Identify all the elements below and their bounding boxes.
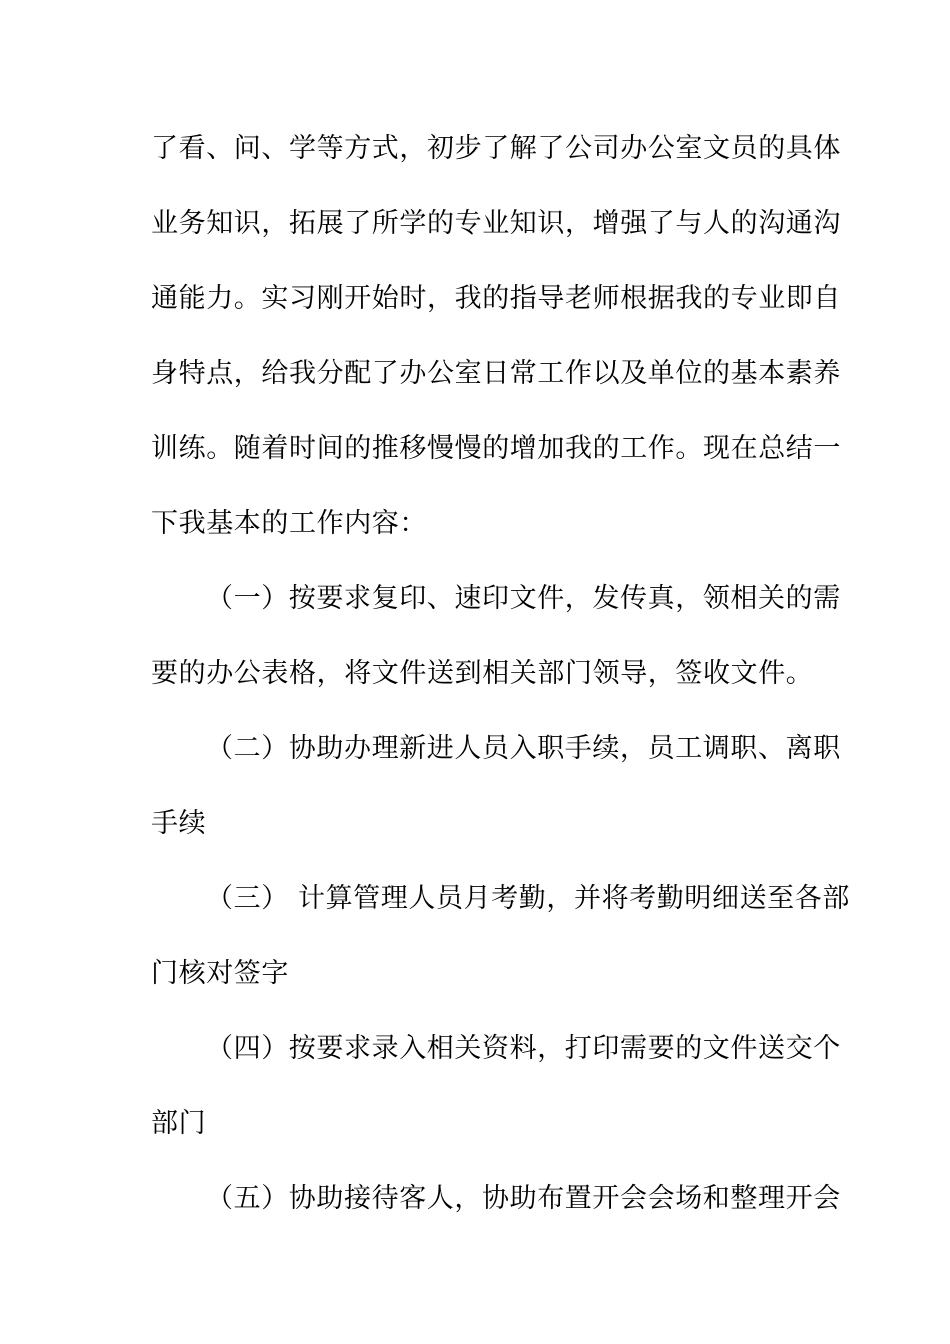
text-line-4: 身特点，给我分配了办公室日常工作以及单位的基本素养	[151, 358, 841, 389]
list-item-1-line-2: 要的办公表格，将文件送到相关部门领导，签收文件。	[151, 658, 814, 689]
list-item-5-line-1: （五）协助接待客人，协助布置开会会场和整理开会	[206, 1183, 841, 1214]
list-item-3-line-2: 门核对签字	[151, 958, 289, 989]
list-item-2-line-2: 手续	[151, 808, 207, 839]
text-line-5: 训练。随着时间的推移慢慢的增加我的工作。现在总结一	[151, 433, 841, 464]
list-item-2-line-1: （二）协助办理新进人员入职手续，员工调职、离职	[206, 733, 841, 764]
list-item-4-line-2: 部门	[151, 1108, 207, 1139]
list-item-3-line-1: （三） 计算管理人员月考勤，并将考勤明细送至各部	[206, 883, 850, 914]
text-line-3: 通能力。实习刚开始时，我的指导老师根据我的专业即自	[151, 283, 841, 314]
text-line-1: 了看、问、学等方式，初步了解了公司办公室文员的具体	[151, 133, 841, 164]
list-item-4-line-1: （四）按要求录入相关资料，打印需要的文件送交个	[206, 1033, 841, 1064]
list-item-1-line-1: （一）按要求复印、速印文件，发传真，领相关的需	[206, 583, 841, 614]
text-line-2: 业务知识，拓展了所学的专业知识，增强了与人的沟通沟	[151, 208, 841, 239]
text-line-6: 下我基本的工作内容：	[151, 508, 427, 539]
